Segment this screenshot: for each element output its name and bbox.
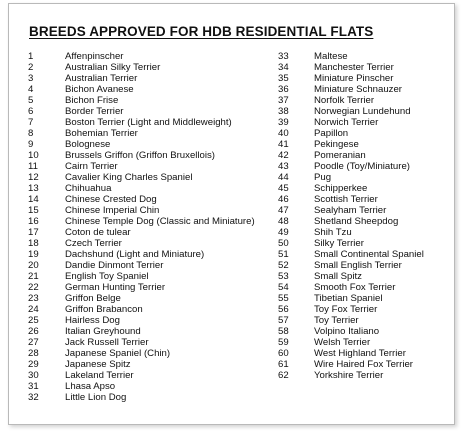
- breed-name: Sealyham Terrier: [314, 205, 387, 216]
- breed-name: Griffon Belge: [65, 293, 121, 304]
- breed-name: Miniature Pinscher: [314, 73, 394, 84]
- breed-number: 16: [28, 216, 39, 227]
- breed-number: 41: [278, 139, 289, 150]
- breed-number: 44: [278, 172, 289, 183]
- breed-number: 46: [278, 194, 289, 205]
- breed-number: 1: [28, 51, 34, 62]
- breed-name: Manchester Terrier: [314, 62, 394, 73]
- breed-number: 5: [28, 95, 34, 106]
- breed-number: 25: [28, 315, 39, 326]
- breed-name: Pug: [314, 172, 332, 183]
- breed-number: 14: [28, 194, 39, 205]
- breed-name: Welsh Terrier: [314, 337, 371, 348]
- breed-number: 53: [278, 271, 289, 282]
- breed-number: 22: [28, 282, 39, 293]
- breed-name: Cairn Terrier: [65, 161, 118, 172]
- breed-name: Small Spitz: [314, 271, 362, 282]
- breed-name: Czech Terrier: [65, 238, 122, 249]
- breed-number: 7: [28, 117, 34, 128]
- breed-name: Shih Tzu: [314, 227, 352, 238]
- breed-number: 20: [28, 260, 39, 271]
- breed-name: Bohemian Terrier: [65, 128, 138, 139]
- breed-name: Dachshund (Light and Miniature): [65, 249, 205, 260]
- breed-number: 33: [278, 51, 289, 62]
- breed-number: 13: [28, 183, 39, 194]
- breed-number: 49: [278, 227, 289, 238]
- breed-name: Pekingese: [314, 139, 359, 150]
- breed-number: 47: [278, 205, 289, 216]
- breed-name: Chinese Crested Dog: [65, 194, 157, 205]
- breed-name: Italian Greyhound: [65, 326, 141, 337]
- breed-name: Norwegian Lundehund: [314, 106, 411, 117]
- breed-number: 21: [28, 271, 39, 282]
- breed-number: 9: [28, 139, 34, 150]
- breed-number: 28: [28, 348, 39, 359]
- breed-number: 27: [28, 337, 39, 348]
- breed-name: Volpino Italiano: [314, 326, 380, 337]
- breed-name: Silky Terrier: [314, 238, 364, 249]
- breed-number: 29: [28, 359, 39, 370]
- breed-number: 12: [28, 172, 39, 183]
- document-page: [8, 3, 455, 425]
- breed-number: 23: [28, 293, 39, 304]
- breed-name: Border Terrier: [65, 106, 124, 117]
- breed-number: 31: [28, 381, 39, 392]
- breed-name: West Highland Terrier: [314, 348, 406, 359]
- breed-number: 61: [278, 359, 289, 370]
- breed-number: 6: [28, 106, 34, 117]
- breed-number: 4: [28, 84, 34, 95]
- breed-name: Bichon Avanese: [65, 84, 134, 95]
- breed-number: 39: [278, 117, 289, 128]
- breed-name: Toy Terrier: [314, 315, 359, 326]
- breed-number: 35: [278, 73, 289, 84]
- breed-number: 58: [278, 326, 289, 337]
- breed-name: Smooth Fox Terrier: [314, 282, 396, 293]
- breed-name: Toy Fox Terrier: [314, 304, 378, 315]
- breed-number: 40: [278, 128, 289, 139]
- breed-name: Yorkshire Terrier: [314, 370, 384, 381]
- breed-number: 42: [278, 150, 289, 161]
- page-title: BREEDS APPROVED FOR HDB RESIDENTIAL FLATS: [29, 24, 374, 39]
- breed-number: 59: [278, 337, 289, 348]
- breed-number: 11: [28, 161, 38, 172]
- breed-name: Miniature Schnauzer: [314, 84, 402, 95]
- breed-name: Japanese Spitz: [65, 359, 131, 370]
- breed-name: Poodle (Toy/Miniature): [314, 161, 410, 172]
- breed-number: 36: [278, 84, 289, 95]
- breed-name: Affenpinscher: [65, 51, 124, 62]
- breed-name: Chihuahua: [65, 183, 112, 194]
- breed-number: 32: [28, 392, 39, 403]
- breed-name: Coton de tulear: [65, 227, 131, 238]
- breed-number: 30: [28, 370, 39, 381]
- breed-number: 10: [28, 150, 39, 161]
- breed-name: Japanese Spaniel (Chin): [65, 348, 171, 359]
- breed-number: 57: [278, 315, 289, 326]
- breed-number: 54: [278, 282, 289, 293]
- breed-number: 55: [278, 293, 289, 304]
- breed-name: Little Lion Dog: [65, 392, 127, 403]
- breed-name: English Toy Spaniel: [65, 271, 149, 282]
- breed-number: 43: [278, 161, 289, 172]
- breed-name: Papillon: [314, 128, 349, 139]
- breed-name: Pomeranian: [314, 150, 366, 161]
- breed-number: 17: [28, 227, 39, 238]
- breed-name: Wire Haired Fox Terrier: [314, 359, 413, 370]
- breed-name: Boston Terrier (Light and Middleweight): [65, 117, 232, 128]
- breed-name: Australian Silky Terrier: [65, 62, 161, 73]
- breed-number: 37: [278, 95, 289, 106]
- breed-name: Norfolk Terrier: [314, 95, 375, 106]
- breed-number: 3: [28, 73, 34, 84]
- breed-name: Small Continental Spaniel: [314, 249, 424, 260]
- breed-name: Brussels Griffon (Griffon Bruxellois): [65, 150, 215, 161]
- breed-name: Small English Terrier: [314, 260, 402, 271]
- breed-name: Maltese: [314, 51, 348, 62]
- breed-name: Hairless Dog: [65, 315, 120, 326]
- breed-name: Griffon Brabancon: [65, 304, 143, 315]
- breed-name: Norwich Terrier: [314, 117, 379, 128]
- breed-number: 2: [28, 62, 34, 73]
- breed-name: Schipperkee: [314, 183, 368, 194]
- breed-number: 34: [278, 62, 289, 73]
- breed-name: Chinese Imperial Chin: [65, 205, 160, 216]
- breed-name: Dandie Dinmont Terrier: [65, 260, 164, 271]
- breed-number: 38: [278, 106, 289, 117]
- breed-name: Shetland Sheepdog: [314, 216, 399, 227]
- breed-name: Bolognese: [65, 139, 111, 150]
- breed-number: 48: [278, 216, 289, 227]
- breed-name: Jack Russell Terrier: [65, 337, 149, 348]
- breed-number: 60: [278, 348, 289, 359]
- breed-number: 24: [28, 304, 39, 315]
- breed-number: 50: [278, 238, 289, 249]
- breed-number: 18: [28, 238, 39, 249]
- breed-number: 19: [28, 249, 39, 260]
- breed-number: 8: [28, 128, 34, 139]
- breed-name: Bichon Frise: [65, 95, 119, 106]
- breed-name: Australian Terrier: [65, 73, 138, 84]
- breed-number: 15: [28, 205, 39, 216]
- breed-number: 51: [278, 249, 289, 260]
- breed-number: 62: [278, 370, 289, 381]
- breed-number: 45: [278, 183, 289, 194]
- breed-name: Lhasa Apso: [65, 381, 116, 392]
- breed-number: 26: [28, 326, 39, 337]
- breed-number: 56: [278, 304, 289, 315]
- breed-number: 52: [278, 260, 289, 271]
- breed-name: Tibetian Spaniel: [314, 293, 383, 304]
- breed-name: Lakeland Terrier: [65, 370, 134, 381]
- breed-name: Scottish Terrier: [314, 194, 378, 205]
- breed-name: Chinese Temple Dog (Classic and Miniature): [65, 216, 255, 227]
- breed-name: Cavalier King Charles Spaniel: [65, 172, 193, 183]
- breed-name: German Hunting Terrier: [65, 282, 166, 293]
